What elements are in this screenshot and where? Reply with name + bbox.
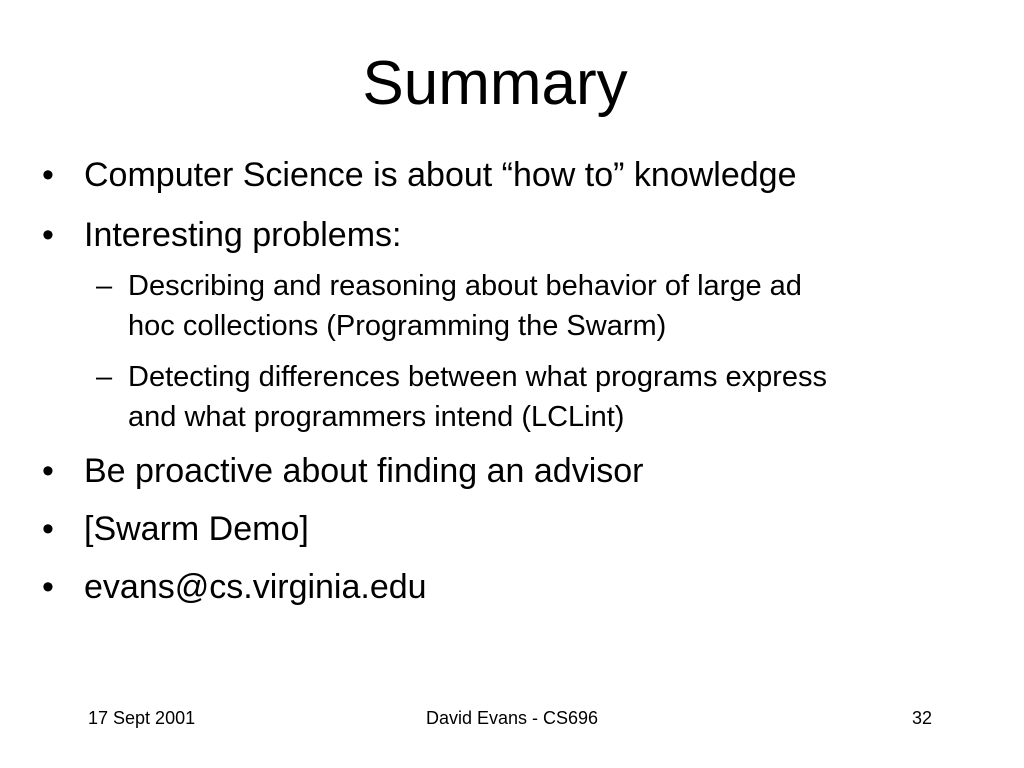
footer-page-number: 32 [912,708,933,728]
bullet-marker: • [42,216,54,254]
footer-author: David Evans - CS696 [425,708,599,728]
bullet-marker: • [42,156,54,194]
sub-bullet-line: Describing and reasoning about behavior of large ad [128,270,802,302]
sub-bullet-text [128,266,978,346]
sub-bullet-line: hoc collections (Programming the Swarm) [128,310,667,342]
bullet-marker: • [42,452,54,490]
bullet-marker: • [42,568,54,606]
footer-date: 17 Sept 2001 [88,708,196,728]
bullet-marker: • [42,510,54,548]
bullet-text: evans@cs.virginia.edu [84,568,427,606]
slide-title: Summary [362,49,628,118]
bullet-text: Be proactive about finding an advisor [84,452,644,490]
sub-bullet-marker: – [96,361,113,393]
sub-bullet-line: and what programmers intend (LCLint) [128,401,625,433]
sub-bullet-text [128,357,978,437]
sub-bullet-marker: – [96,270,113,302]
bullet-text: [Swarm Demo] [84,510,309,548]
sub-bullet-line: Detecting differences between what programs express [128,361,828,393]
bullet-text: Interesting problems: [84,216,402,254]
bullet-text: Computer Science is about “how to” knowledge [84,156,797,194]
